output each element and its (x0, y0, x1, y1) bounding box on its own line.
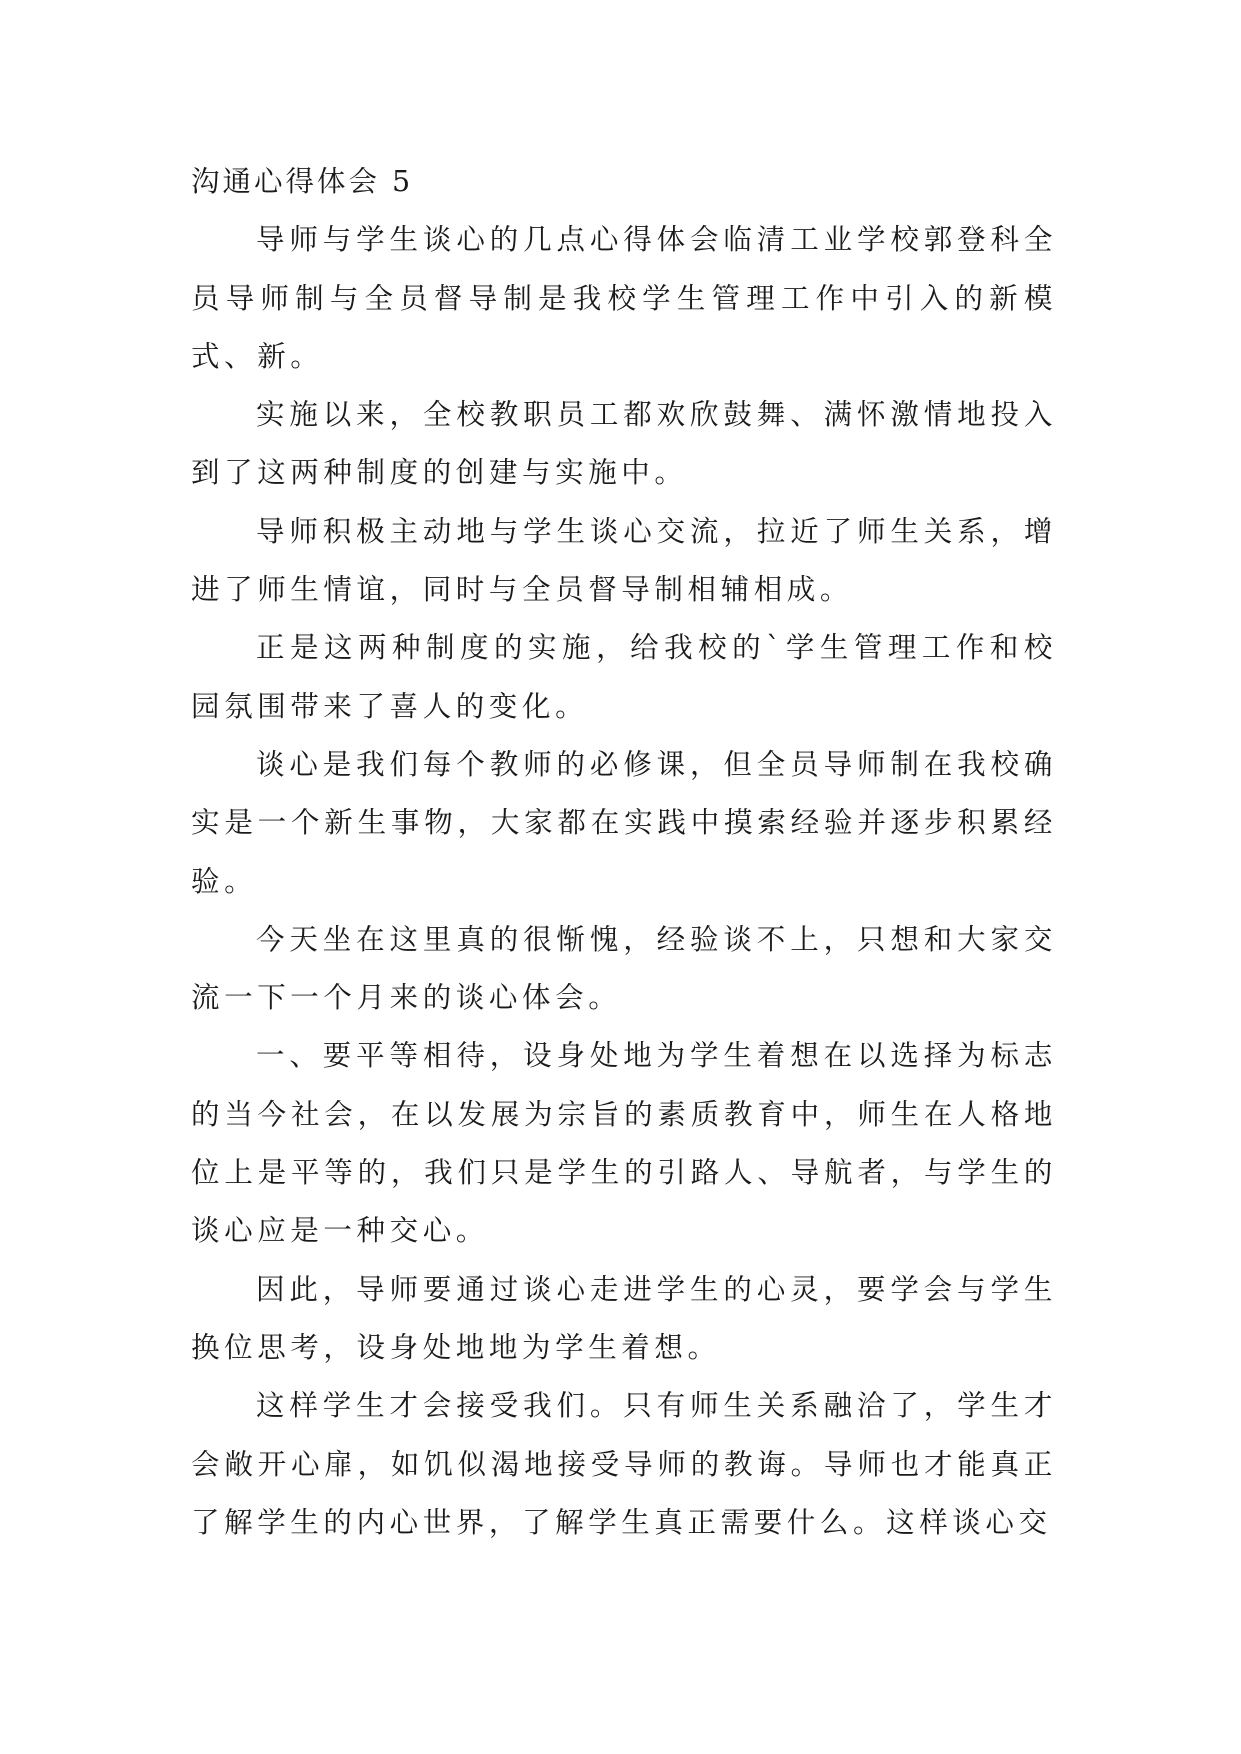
paragraph: 实施以来，全校教职员工都欢欣鼓舞、满怀激情地投入到了这两种制度的创建与实施中。 (191, 398, 1057, 490)
paragraph: 导师积极主动地与学生谈心交流，拉近了师生关系，增进了师生情谊，同时与全员督导制相辅相成。 (191, 514, 1057, 607)
paragraph: 今天坐在这里真的很惭愧，经验谈不上，只想和大家交流一下一个月来的谈心体会。 (191, 922, 1057, 1015)
paragraph: 导师与学生谈心的几点心得体会临清工业学校郭登科全员导师制与全员督导制是我校学生管理工作中引入的新模式、新。 (191, 223, 1057, 373)
document-body (191, 153, 1057, 1552)
paragraph: 正是这两种制度的实施，给我校的`学生管理工作和校园氛围带来了喜人的变化。 (191, 631, 1057, 723)
document-title: 沟通心得体会 5 (191, 165, 414, 198)
paragraph: 谈心是我们每个教师的必修课，但全员导师制在我校确实是一个新生事物，大家都在实践中摸索经验并逐步积累经验。 (191, 747, 1057, 898)
paragraph: 这样学生才会接受我们。只有师生关系融洽了，学生才会敞开心扉，如饥似渴地接受导师的教诲。导师也才能真正了解学生的内心世界，了解学生真正需要什么。这样谈心交 (191, 1389, 1057, 1539)
paragraph: 一、要平等相待，设身处地为学生着想在以选择为标志的当今社会，在以发展为宗旨的素质教育中，师生在人格地位上是平等的，我们只是学生的引路人、导航者，与学生的谈心应是一种交心。 (191, 1039, 1057, 1248)
paragraph: 因此，导师要通过谈心走进学生的心灵，要学会与学生换位思考，设身处地地为学生着想。 (191, 1272, 1057, 1364)
